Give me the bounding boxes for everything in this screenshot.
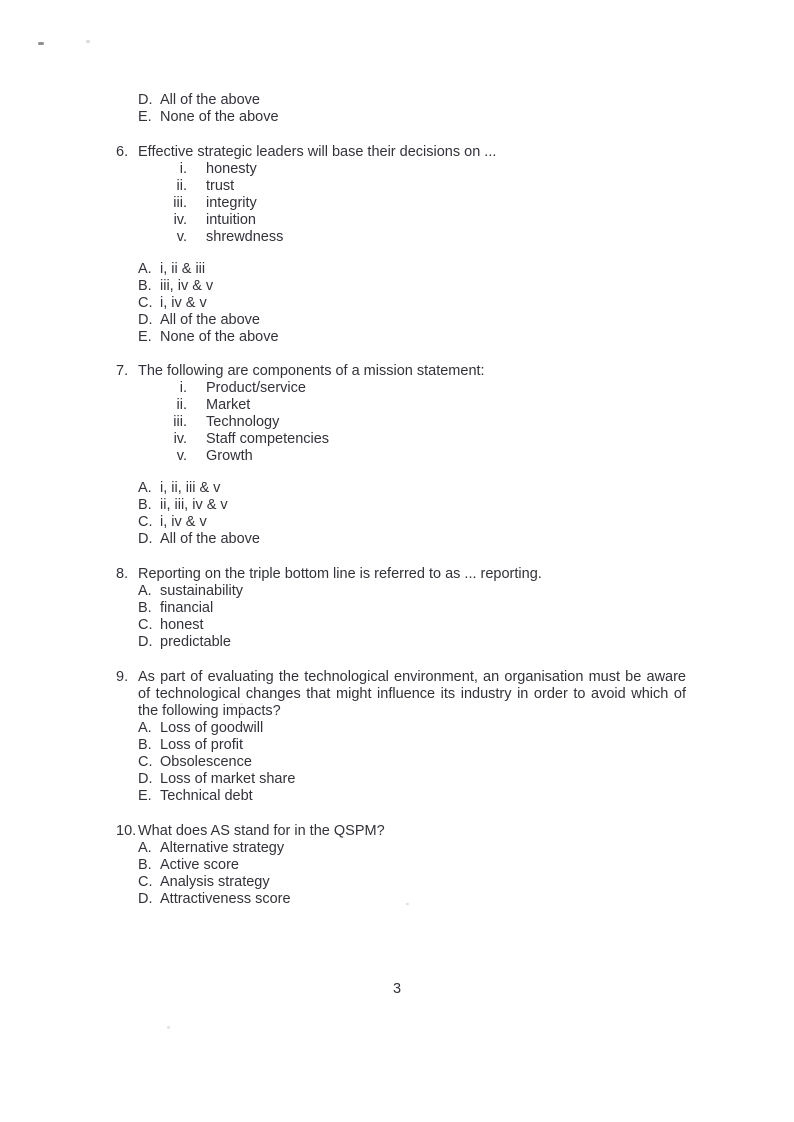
option-row: [138, 840, 794, 857]
option-text: i, ii & iii: [160, 261, 206, 277]
question-text: Reporting on the triple bottom line is referred to as ... reporting.: [138, 566, 542, 582]
question-number: 8.: [116, 566, 129, 582]
option-text: Attractiveness score: [160, 891, 291, 907]
option-list: [138, 261, 794, 346]
option-text: financial: [160, 600, 214, 616]
subitem-row: [116, 212, 794, 229]
option-letter: E.: [138, 788, 152, 804]
question-9: [116, 669, 794, 805]
subitem-row: [116, 414, 794, 431]
question-text: As part of evaluating the technological environment, an organisation must be aware of technological changes that might influence its industry in order to avoid which of the following impacts?: [138, 669, 686, 719]
subitem-label: v.: [176, 229, 187, 245]
scan-artifact: [167, 1026, 170, 1029]
option-letter: A.: [138, 583, 152, 599]
option-row: [138, 261, 794, 278]
subitem-label: ii.: [176, 397, 187, 413]
option-letter: D.: [138, 634, 153, 650]
option-text: All of the above: [160, 92, 260, 108]
option-text: Active score: [160, 857, 239, 873]
question-text: Effective strategic leaders will base their decisions on ...: [138, 144, 497, 160]
option-list: [138, 480, 794, 548]
option-row: [138, 720, 794, 737]
subitem-text: shrewdness: [206, 229, 284, 245]
subitem-list: [116, 161, 794, 246]
subitem-row: [116, 448, 794, 465]
option-text: Analysis strategy: [160, 874, 270, 890]
question-number: 9.: [116, 669, 129, 685]
option-text: Loss of market share: [160, 771, 296, 787]
option-row: [138, 109, 794, 126]
option-text: ii, iii, iv & v: [160, 497, 228, 513]
option-letter: D.: [138, 531, 153, 547]
question-number: 10.: [116, 823, 137, 839]
option-letter: D.: [138, 771, 153, 787]
option-text: Loss of profit: [160, 737, 244, 753]
question-text: The following are components of a mission statement:: [138, 363, 485, 379]
subitem-label: iv.: [173, 212, 187, 228]
option-row: [138, 497, 794, 514]
question-intro: [116, 363, 794, 380]
subitem-row: [116, 380, 794, 397]
question-intro: [116, 669, 794, 720]
subitem-text: Product/service: [206, 380, 306, 396]
option-row: [138, 329, 794, 346]
option-text: Alternative strategy: [160, 840, 285, 856]
subitem-row: [116, 161, 794, 178]
option-list: [138, 720, 794, 805]
subitem-label: iii.: [173, 195, 187, 211]
option-text: All of the above: [160, 312, 260, 328]
subitem-text: trust: [206, 178, 235, 194]
option-list: [138, 583, 794, 651]
subitem-list: [116, 380, 794, 465]
page-number: 3: [392, 981, 402, 997]
option-text: None of the above: [160, 329, 279, 345]
option-row: [138, 737, 794, 754]
subitem-label: v.: [176, 448, 187, 464]
question-number: 7.: [116, 363, 129, 379]
option-text: All of the above: [160, 531, 260, 547]
subitem-text: honesty: [206, 161, 257, 177]
subitem-row: [116, 397, 794, 414]
subitem-row: [116, 431, 794, 448]
question-intro: [116, 144, 794, 161]
subitem-text: Market: [206, 397, 251, 413]
option-row: [138, 600, 794, 617]
option-text: Loss of goodwill: [160, 720, 264, 736]
option-letter: D.: [138, 312, 153, 328]
subitem-label: iv.: [173, 431, 187, 447]
subitem-text: integrity: [206, 195, 257, 211]
option-row: [138, 788, 794, 805]
option-row: [138, 583, 794, 600]
carryover-options: [138, 92, 794, 126]
question-text: What does AS stand for in the QSPM?: [138, 823, 385, 839]
option-text: Obsolescence: [160, 754, 252, 770]
option-row: [138, 754, 794, 771]
option-letter: A.: [138, 480, 152, 496]
option-row: [138, 874, 794, 891]
option-row: [138, 771, 794, 788]
question-intro: [116, 823, 794, 840]
option-row: [138, 295, 794, 312]
subitem-label: i.: [179, 380, 187, 396]
subitem-label: iii.: [173, 414, 187, 430]
question-10: [116, 823, 794, 908]
option-letter: B.: [138, 857, 152, 873]
option-row: [138, 480, 794, 497]
option-text: iii, iv & v: [160, 278, 214, 294]
option-text: Technical debt: [160, 788, 253, 804]
option-text: i, iv & v: [160, 295, 207, 311]
option-letter: B.: [138, 737, 152, 753]
subitem-row: [116, 229, 794, 246]
option-letter: D.: [138, 891, 153, 907]
option-letter: E.: [138, 329, 152, 345]
question-6: [116, 144, 794, 346]
subitem-text: Growth: [206, 448, 253, 464]
option-letter: C.: [138, 617, 153, 633]
option-text: i, iv & v: [160, 514, 207, 530]
option-text: i, ii, iii & v: [160, 480, 221, 496]
option-text: None of the above: [160, 109, 279, 125]
question-intro: [116, 566, 794, 583]
option-letter: A.: [138, 261, 152, 277]
option-row: [138, 278, 794, 295]
option-row: [138, 514, 794, 531]
option-letter: C.: [138, 754, 153, 770]
option-letter: B.: [138, 497, 152, 513]
option-text: sustainability: [160, 583, 244, 599]
question-7: [116, 363, 794, 548]
option-row: [138, 92, 794, 109]
option-letter: E.: [138, 109, 152, 125]
subitem-row: [116, 178, 794, 195]
option-text: predictable: [160, 634, 231, 650]
subitem-label: i.: [179, 161, 187, 177]
option-row: [138, 857, 794, 874]
option-text: honest: [160, 617, 204, 633]
subitem-text: Staff competencies: [206, 431, 330, 447]
option-letter: C.: [138, 295, 153, 311]
question-8: [116, 566, 794, 651]
subitem-label: ii.: [176, 178, 187, 194]
option-row: [138, 531, 794, 548]
option-letter: B.: [138, 278, 152, 294]
question-number: 6.: [116, 144, 129, 160]
subitem-text: intuition: [206, 212, 256, 228]
subitem-row: [116, 195, 794, 212]
option-letter: C.: [138, 874, 153, 890]
option-row: [138, 617, 794, 634]
option-list: [138, 840, 794, 908]
option-row: [138, 312, 794, 329]
option-letter: B.: [138, 600, 152, 616]
option-letter: D.: [138, 92, 153, 108]
option-letter: C.: [138, 514, 153, 530]
option-letter: A.: [138, 840, 152, 856]
option-row: [138, 891, 794, 908]
option-row: [138, 634, 794, 651]
option-letter: A.: [138, 720, 152, 736]
subitem-text: Technology: [206, 414, 280, 430]
